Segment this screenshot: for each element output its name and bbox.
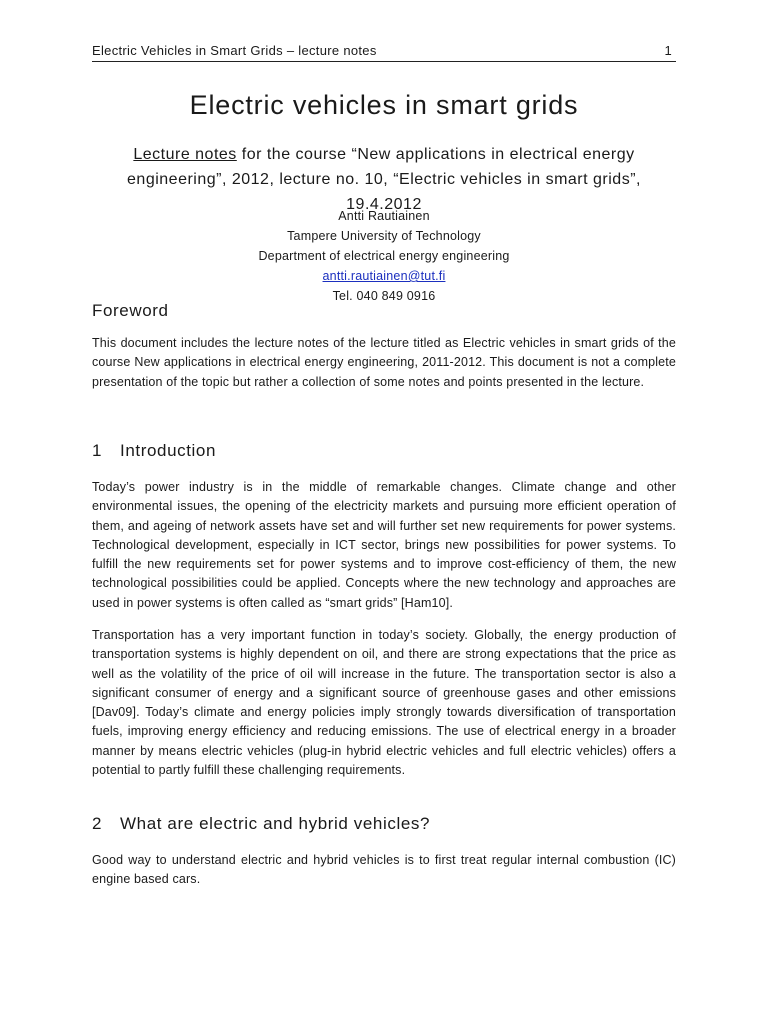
section2-number: 2 bbox=[92, 814, 103, 833]
section1-number: 1 bbox=[92, 441, 103, 460]
section1-heading bbox=[92, 441, 216, 461]
section2-paragraph-1: Good way to understand electric and hybrid vehicles is to first treat regular internal combustion (IC) engine based cars. bbox=[92, 853, 676, 887]
section2-title: What are electric and hybrid vehicles? bbox=[120, 814, 431, 833]
section1-paragraph-2: Transportation has a very important function in today’s society. Globally, the energy production of transportation systems is highly dependent on oil, and there are strong expectations that the price as well as the volatility of the price of oil will increase in the future. The transportation sector is also a significant consumer of energy and a significant source of greenhouse gases and other emissions [Dav09]. Today’s climate and energy policies imply strongly towards diversification of transportation fuels, improving energy efficiency and reducing emissions. The use of electrical energy in a broader manner by means electric vehicles (plug-in hybrid electric vehicles and full electric vehicles) offers a potential to partly fulfill these challenging requirements. bbox=[92, 628, 676, 778]
author-university: Tampere University of Technology bbox=[287, 229, 481, 243]
section1-title: Introduction bbox=[120, 441, 217, 460]
page-header bbox=[92, 41, 676, 62]
author-phone: Tel. 040 849 0916 bbox=[332, 289, 436, 303]
section1-paragraph-1: Today’s power industry is in the middle of remarkable changes. Climate change and other environmental issues, the opening of the electricity markets and pursuing more efficient operation of them, and ageing of network assets have set and will further set new requirements for power systems. Technological development, especially in ICT sector, brings new possibilities for power systems. To fulfill the new requirements set for power systems and to improve cost-efficiency of them, the new technological possibilities could be applied. Concepts where the new technology and approaches are used in power systems is often called as “smart grids” [Ham10]. bbox=[92, 480, 676, 610]
author-email-link[interactable]: antti.rautiainen@tut.fi bbox=[322, 269, 446, 283]
foreword-paragraph: This document includes the lecture notes of the lecture titled as Electric vehicles in smart grids of the course New applications in electrical energy engineering, 2011-2012. This document is not a complete presentation of the topic but rather a collection of some notes and points presented in the lecture. bbox=[92, 336, 676, 389]
lecture-notes-link[interactable]: Lecture notes bbox=[133, 146, 237, 163]
author-department: Department of electrical energy engineering bbox=[258, 249, 510, 263]
section2-heading bbox=[92, 814, 430, 834]
foreword-heading: Foreword bbox=[92, 301, 169, 320]
page-number: 1 bbox=[664, 43, 672, 58]
author-block bbox=[92, 206, 676, 306]
subtitle-line2-text: engineering”, 2012, lecture no. 10, “Electric vehicles in smart grids”, 19.4.2012 bbox=[127, 171, 641, 213]
document-title: Electric vehicles in smart grids bbox=[189, 90, 579, 120]
header-title: Electric Vehicles in Smart Grids – lecture notes bbox=[92, 43, 377, 58]
subtitle-line1-text: for the course “New applications in electrical energy bbox=[236, 146, 635, 163]
author-name: Antti Rautiainen bbox=[338, 209, 430, 223]
